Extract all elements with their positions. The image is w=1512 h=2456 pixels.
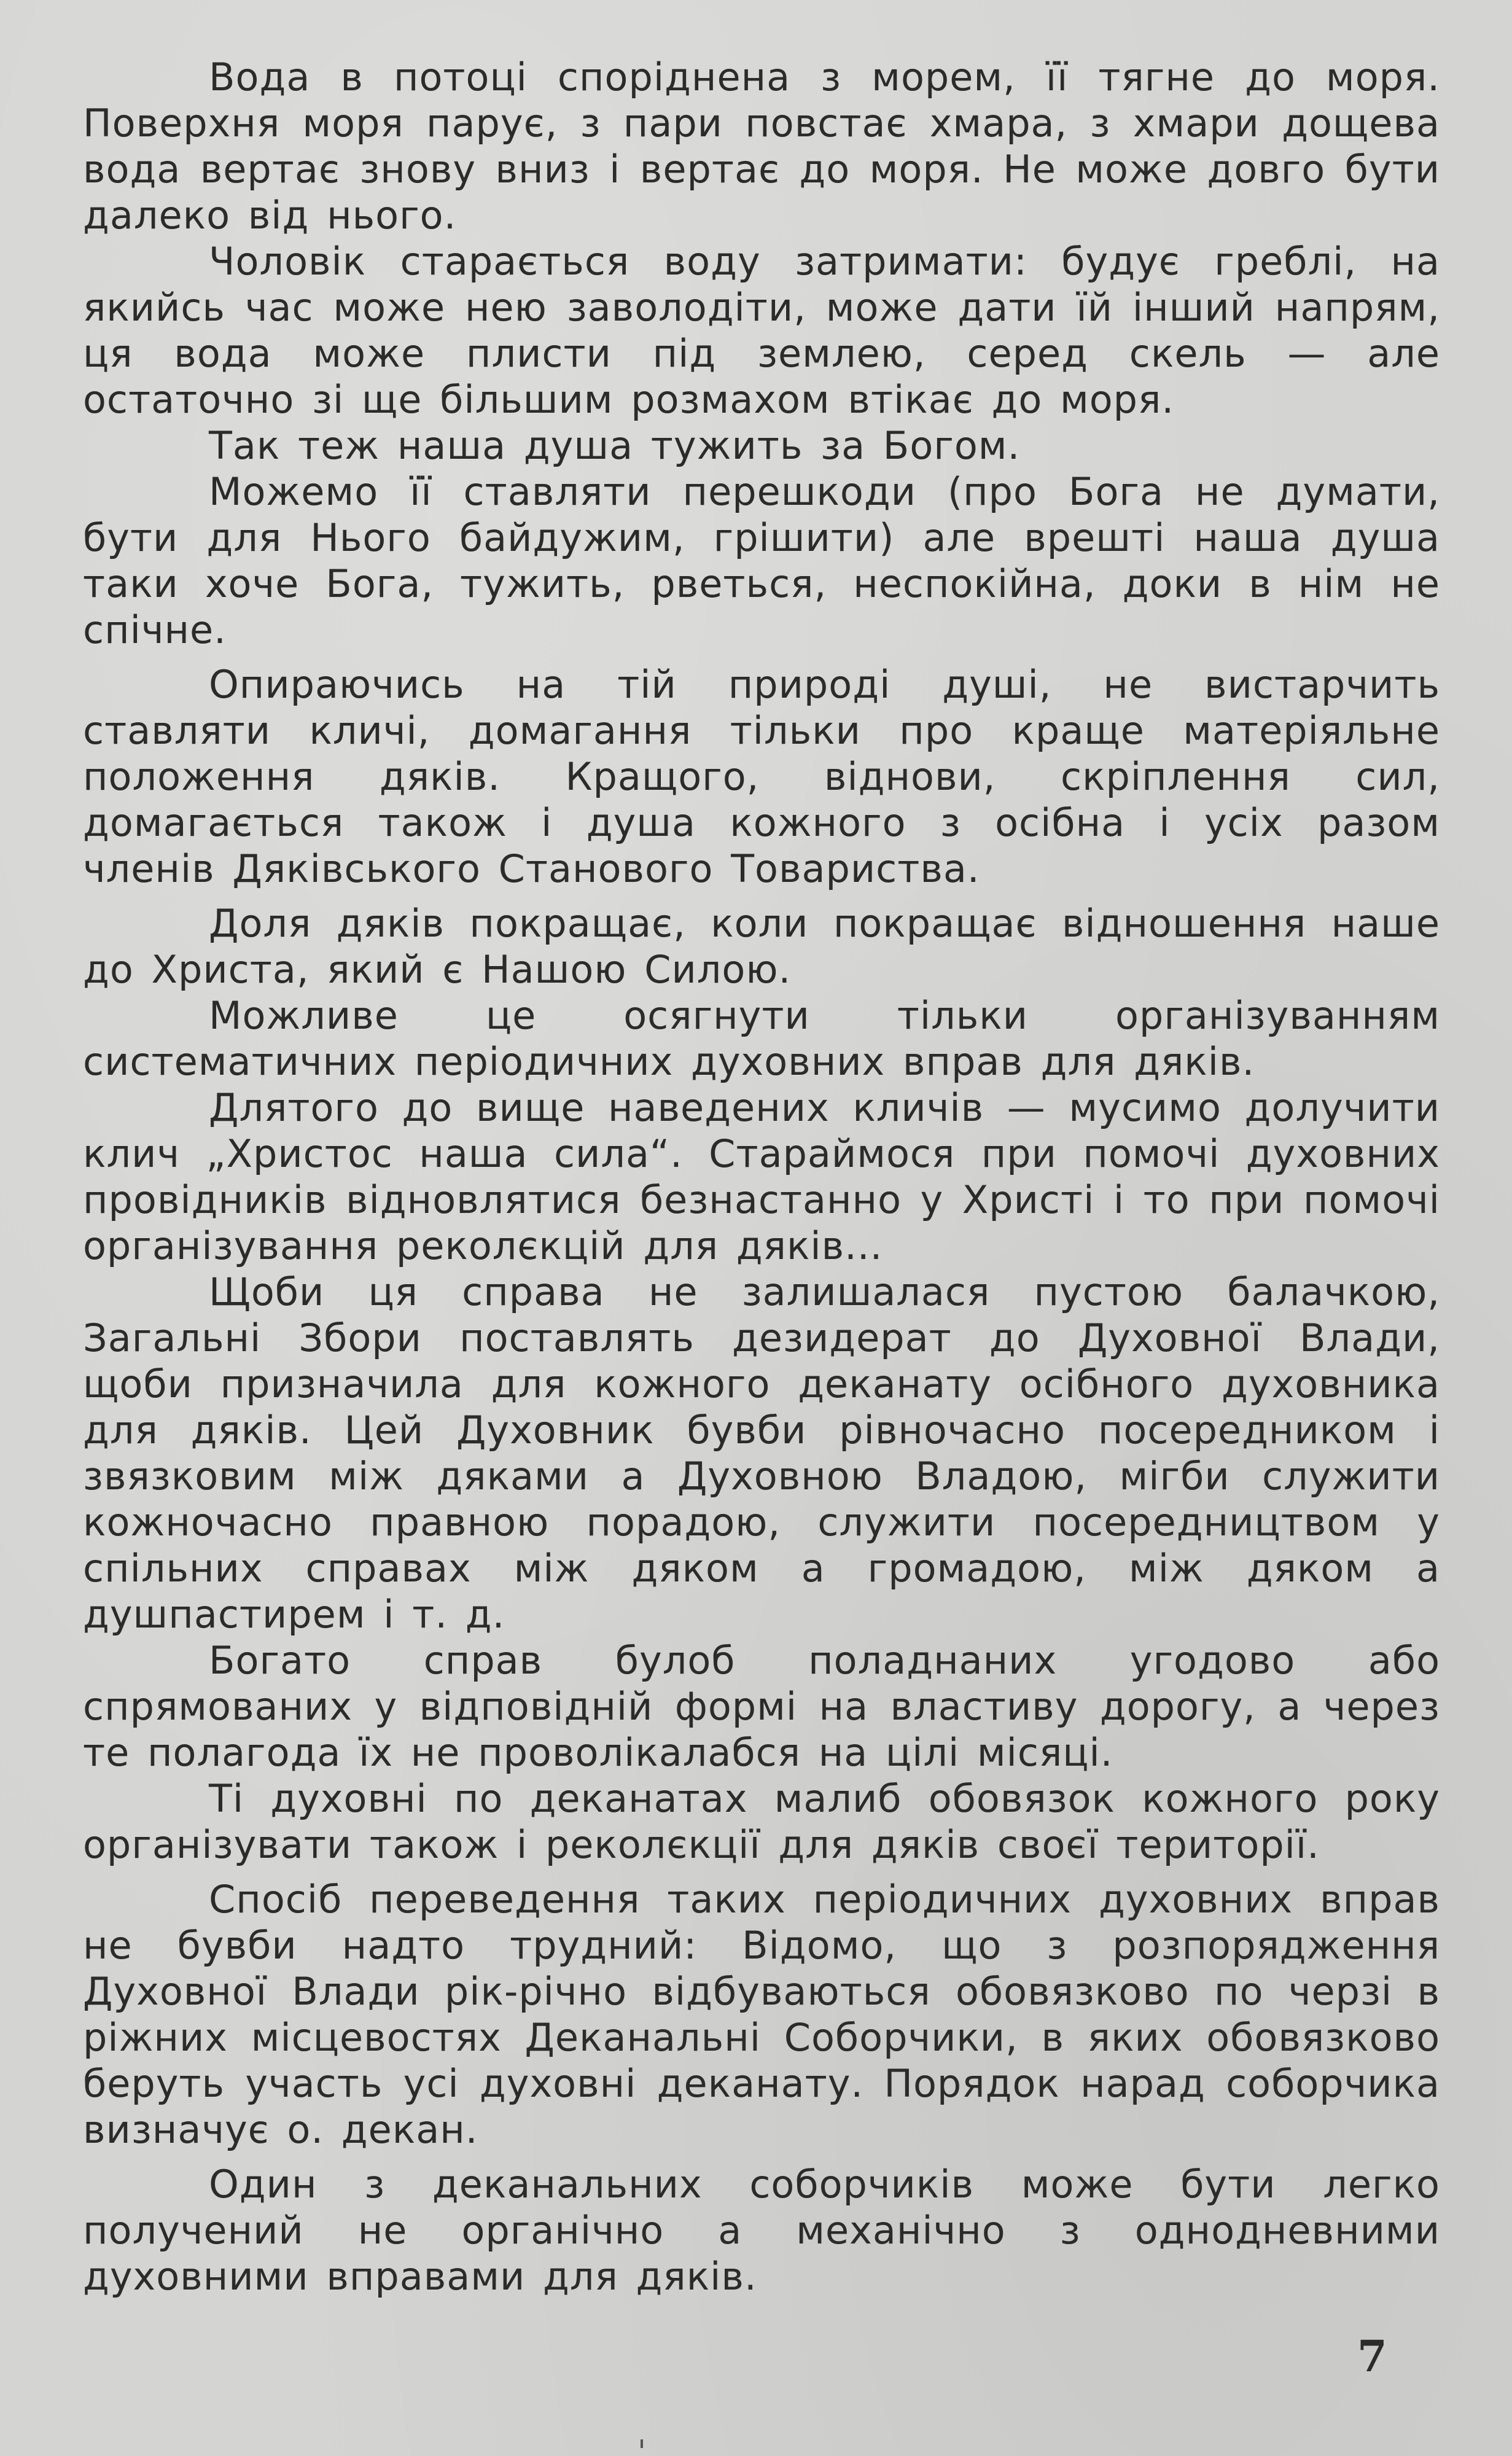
paragraph-13: Один з деканальних соборчиків може бути легко получений не органічно а механічно з однодневними духовними вправами для дяків. xyxy=(83,2162,1440,2299)
paragraph-3: Так теж наша душа тужить за Богом. xyxy=(209,423,1021,468)
paragraph-7: Можливе це осягнути тільки організуванням систематичних періодичних духовних вправ для дяків. xyxy=(83,993,1440,1084)
paragraph-9: Щоби ця справа не залишалася пустою балачкою, Загальні Збори поставлять дезидерат до Духовної Влади, щоби призначила для кожного деканату осібного духовника для дяків. Цей Духовник бувби рівночасно посередником і звязковим між дяками а Духовною Владою, мігби служити кожночасно правною порадою, служити посередництвом у спільних справах між дяком а громадою, між дяком а душпастирем і т. д. xyxy=(83,1269,1440,1637)
paragraph-10: Богато справ булоб поладнаних угодово або спрямованих у відповідній формі на властиву дорогу, а через те полагода їх не проволікалабся на цілі місяці. xyxy=(83,1638,1440,1775)
paragraph-2: Чоловік старається воду затримати: будує греблі, на якийсь час може нею заволодіти, може дати їй інший напрям, ця вода може плисти під землею, серед скель — але остаточно зі ще більшим розмахом втікає до моря. xyxy=(83,239,1440,422)
paragraph-8: Длятого до вище наведених кличів — мусимо долучити клич „Христос наша сила“. Стараймося при помочі духовних провідників відновлятися безнастанно у Христі і то при помочі організування реколєкцій для дяків... xyxy=(83,1085,1440,1268)
paragraph-4: Можемо її ставляти перешкоди (про Бога не думати, бути для Нього байдужим, грішити) але врешті наша душа таки хоче Бога, тужить, рветься, неспокійна, доки в нім не спічне. xyxy=(83,469,1440,652)
paragraph-11: Ті духовні по деканатах малиб обовязок кожного року організувати також і реколєкції для дяків своєї території. xyxy=(83,1776,1440,1867)
paragraph-6: Доля дяків покращає, коли покращає відношення наше до Христа, який є Нашою Силою. xyxy=(83,901,1440,992)
paragraph-5: Опираючись на тій природі душі, не вистарчить ставляти кличі, домагання тільки про краще матеріяльне положення дяків. Кращого, віднови, скріплення сил, домагається також і душа кожного з осібна і усіх разом членів Дяківського Станового Товариства. xyxy=(83,662,1440,891)
paragraph-12: Спосіб переведення таких періодичних духовних вправ не бувби надто трудний: Відомо, що з розпорядження Духовної Влади рік-річно відбуваються обовязково по черзі в ріжних місцевостях Деканальні Соборчики, в яких обовязково беруть участь усі духовні деканату. Порядок нарад соборчика визначує о. декан. xyxy=(83,1877,1440,2152)
page-number: 7 xyxy=(1357,2331,1387,2382)
body-text xyxy=(83,54,1440,2299)
paragraph-1: Вода в потоці споріднена з морем, її тягне до моря. Поверхня моря парує, з пари повстає хмара, з хмари дощева вода вертає знову вниз і вертає до моря. Не може довго бути далеко від нього. xyxy=(83,55,1440,238)
print-mark xyxy=(641,2439,643,2448)
